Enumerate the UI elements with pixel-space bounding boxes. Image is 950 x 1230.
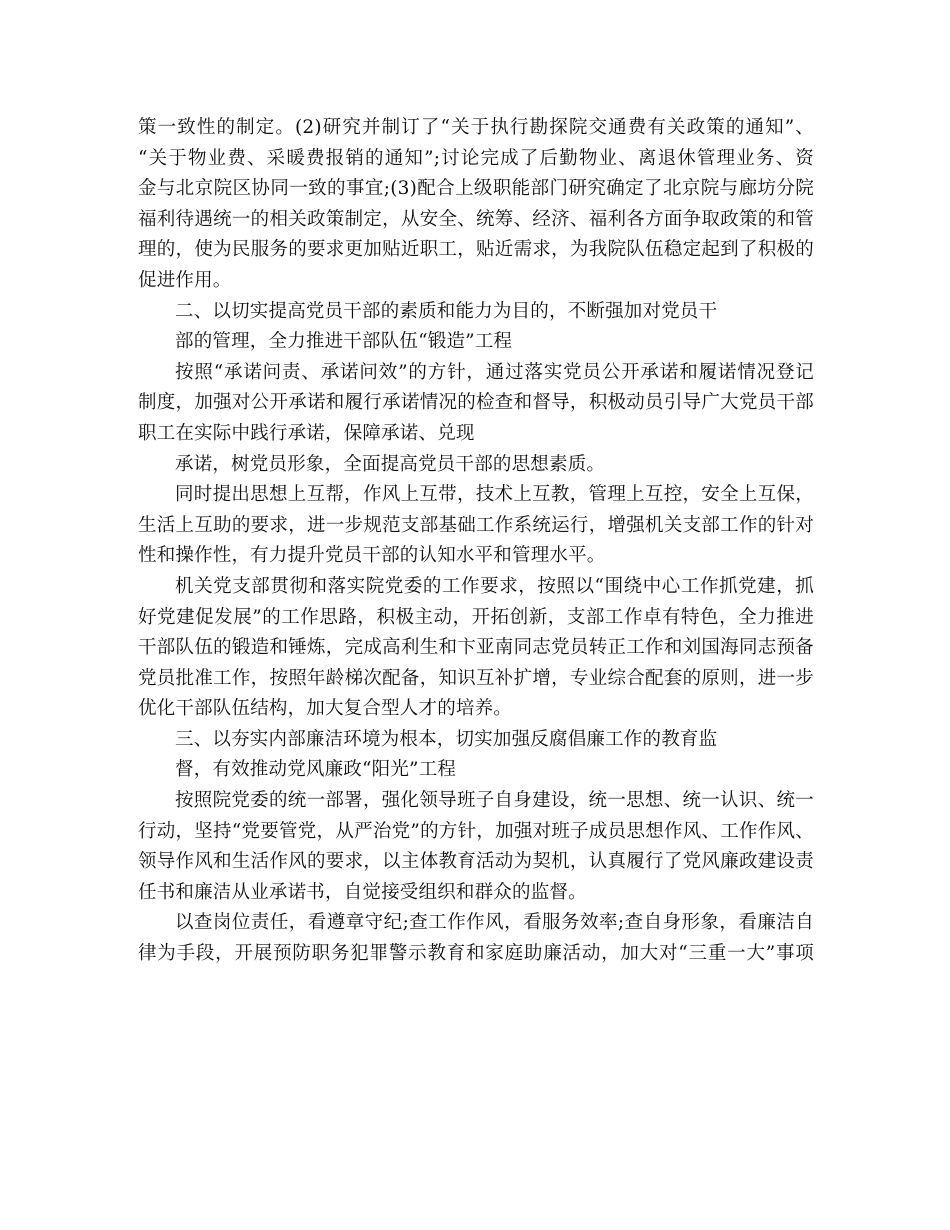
text-line: 部的管理，全力推进干部队伍“锻造”工程 xyxy=(175,331,513,353)
text-line: 领导作风和生活作风的要求，以主体教育活动为契机，认真履行了党风廉政建设责 xyxy=(138,851,814,873)
document-body-text xyxy=(138,113,814,970)
text-line: 好党建促发展”的工作思路，积极主动，开拓创新，支部工作卓有特色，全力推进 xyxy=(138,606,814,628)
text-line: 机关党支部贯彻和落实院党委的工作要求，按照以“围绕中心工作抓党建，抓 xyxy=(175,575,814,597)
text-line: 生活上互助的要求，进一步规范支部基础工作系统运行，增强机关支部工作的针对 xyxy=(138,514,814,536)
text-line: 党员批准工作，按照年龄梯次配备，知识互补扩增，专业综合配套的原则，进一步 xyxy=(138,667,814,689)
text-line: 性和操作性，有力提升党员干部的认知水平和管理水平。 xyxy=(138,545,606,567)
text-line: 任书和廉洁从业承诺书，自觉接受组织和群众的监督。 xyxy=(138,881,587,903)
text-line: 二、以切实提高党员干部的素质和能力为目的，不断强加对党员干 xyxy=(175,300,718,322)
text-line: 理的，使为民服务的要求更加贴近职工，贴近需求，为我院队伍稳定起到了积极的 xyxy=(138,239,814,261)
text-line: 策一致性的制定。(2)研究并制订了“关于执行勘探院交通费有关政策的通知”、 xyxy=(138,117,814,138)
text-line: “关于物业费、采暖费报销的通知”;讨论完成了后勤物业、离退休管理业务、资 xyxy=(138,147,814,169)
text-line: 同时提出思想上互帮，作风上互带，技术上互教，管理上互控，安全上互保， xyxy=(175,484,814,506)
text-line: 督，有效推动党风廉政“阳光”工程 xyxy=(175,759,457,781)
text-line: 律为手段，开展预防职务犯罪警示教育和家庭助廉活动，加大对“三重一大”事项 xyxy=(138,943,814,965)
text-line: 以查岗位责任，看遵章守纪;查工作作风，看服务效率;查自身形象，看廉洁自 xyxy=(175,912,814,934)
text-line: 职工在实际中践行承诺，保障承诺、兑现 xyxy=(138,422,475,444)
text-line: 促进作用。 xyxy=(138,269,232,291)
text-line: 三、以夯实内部廉洁环境为根本，切实加强反腐倡廉工作的教育监 xyxy=(175,728,718,750)
text-line: 金与北京院区协同一致的事宜;(3)配合上级职能部门研究确定了北京院与廊坊分院 xyxy=(138,178,814,200)
text-line: 制度，加强对公开承诺和履行承诺情况的检查和督导，积极动员引导广大党员干部 xyxy=(138,392,814,414)
text-line: 按照“承诺问责、承诺问效”的方针，通过落实党员公开承诺和履诺情况登记 xyxy=(175,361,814,383)
text-line: 按照院党委的统一部署，强化领导班子自身建设，统一思想、统一认识、统一 xyxy=(175,790,814,812)
text-line: 承诺，树党员形象，全面提高党员干部的思想素质。 xyxy=(175,453,606,475)
text-line: 优化干部队伍结构，加大复合型人才的培养。 xyxy=(138,698,513,720)
text-line: 干部队伍的锻造和锤炼，完成高利生和卞亚南同志党员转正工作和刘国海同志预备 xyxy=(138,637,814,659)
text-line: 福利待遇统一的相关政策制定，从安全、统筹、经济、福利各方面争取政策的和管 xyxy=(138,208,814,230)
text-line: 行动，坚持“党要管党，从严治党”的方针，加强对班子成员思想作风、工作作风、 xyxy=(138,820,814,842)
